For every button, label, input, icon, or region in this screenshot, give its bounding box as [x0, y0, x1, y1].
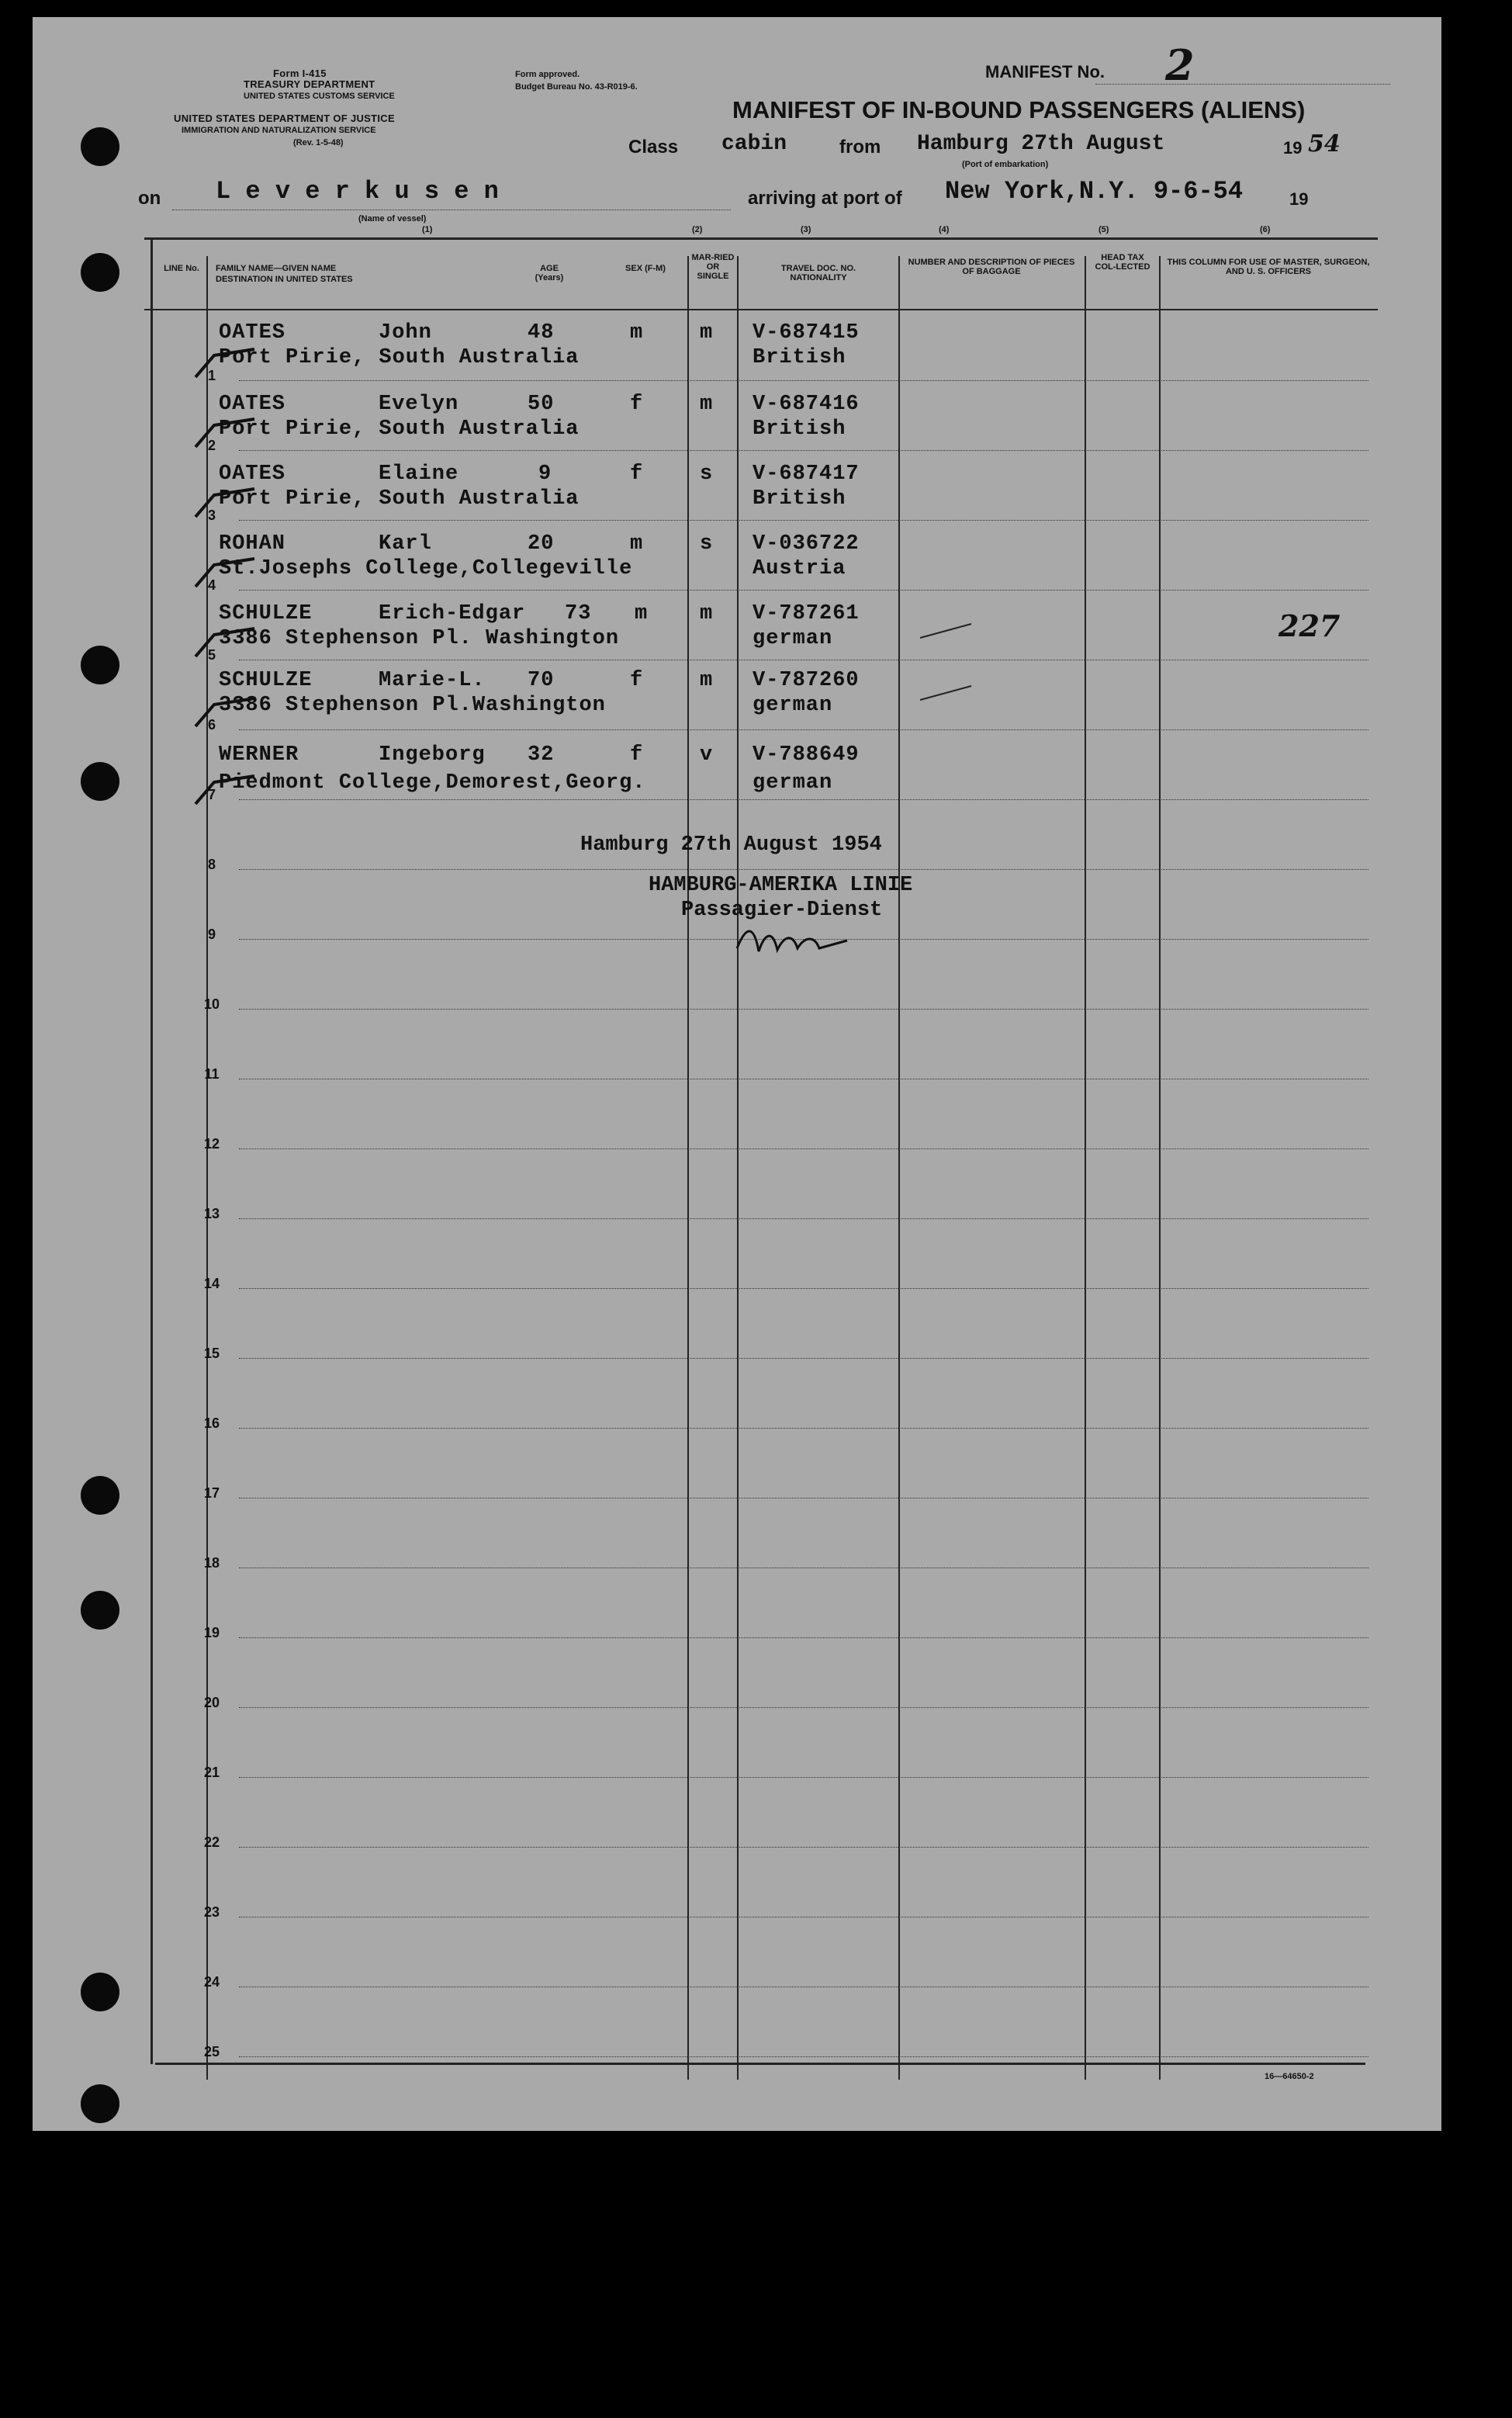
punch-hole	[81, 762, 119, 801]
punch-hole	[81, 253, 119, 292]
year-prefix: 19	[1283, 138, 1303, 158]
age: 32	[528, 743, 555, 767]
header-line-no: LINE No.	[164, 264, 199, 273]
nationality: german	[753, 771, 833, 795]
company-stamp: HAMBURG-AMERIKA LINIE	[649, 874, 913, 897]
class-value: cabin	[721, 132, 787, 156]
marital-status: v	[700, 743, 714, 767]
row-number: 17	[203, 1485, 220, 1501]
destination: Piedmont College,Demorest,Georg.	[219, 771, 646, 795]
col-divider-tax	[1085, 256, 1086, 2080]
sex: m	[630, 321, 644, 345]
row-number: 6	[207, 717, 216, 733]
age: 48	[528, 321, 555, 345]
check-mark	[195, 419, 254, 447]
row-number: 1	[207, 368, 216, 383]
row-number: 11	[204, 1066, 220, 1082]
row-number: 2	[207, 438, 216, 453]
sex: f	[630, 393, 644, 416]
marital-status: s	[700, 532, 714, 556]
row-number: 14	[203, 1276, 220, 1291]
row-number: 10	[203, 996, 220, 1012]
row-rule	[239, 1288, 1368, 1289]
given-name: Ingeborg	[379, 743, 486, 767]
row-rule	[239, 1218, 1368, 1219]
given-name: John	[379, 321, 432, 345]
family-name: ROHAN	[219, 532, 286, 556]
row-rule	[239, 729, 1368, 730]
col-divider-master	[1159, 256, 1161, 2080]
place-date-stamp: Hamburg 27th August 1954	[580, 833, 882, 857]
family-name: WERNER	[219, 743, 299, 767]
form-number: Form I-415	[273, 68, 327, 79]
family-name: OATES	[219, 393, 286, 416]
header-head-tax: HEAD TAX COL-LECTED	[1095, 253, 1150, 272]
travel-doc-no: V-788649	[753, 743, 860, 767]
nationality: British	[753, 346, 846, 369]
sex: m	[635, 602, 649, 625]
table-bottom-rule	[155, 2063, 1365, 2065]
header-sex: SEX (F-M)	[625, 264, 666, 273]
sex: f	[630, 743, 644, 767]
manifest-no-label: MANIFEST No.	[985, 62, 1105, 81]
punch-hole	[81, 127, 119, 166]
customs-service: UNITED STATES CUSTOMS SERVICE	[244, 92, 395, 101]
row-number: 15	[203, 1346, 220, 1361]
pencil-marks	[917, 615, 979, 708]
punch-hole	[81, 1476, 119, 1515]
row-rule	[239, 799, 1368, 800]
annotation-227: 227	[1278, 608, 1341, 643]
travel-doc-no: V-787260	[753, 669, 860, 692]
row-number: 4	[207, 577, 216, 593]
travel-doc-no: V-687416	[753, 393, 860, 416]
travel-doc-no: V-687417	[753, 462, 860, 486]
row-number: 9	[207, 927, 216, 942]
age: 9	[538, 462, 552, 486]
marital-status: m	[700, 669, 714, 692]
class-label: Class	[628, 137, 679, 158]
check-mark	[195, 559, 254, 587]
form-approved: Form approved.	[515, 70, 580, 79]
arriving-year: 19	[1289, 189, 1309, 209]
row-number: 18	[203, 1555, 220, 1571]
manifest-title: MANIFEST OF IN-BOUND PASSENGERS (ALIENS)	[732, 96, 1306, 123]
row-rule	[239, 1777, 1368, 1778]
row-number: 5	[207, 647, 216, 663]
on-label: on	[138, 188, 161, 209]
nationality: german	[753, 627, 833, 650]
row-rule	[239, 1428, 1368, 1429]
header-baggage: NUMBER AND DESCRIPTION OF PIECES OF BAGGAGE	[908, 258, 1075, 276]
budget-bureau: Budget Bureau No. 43-R019-6.	[515, 82, 638, 92]
row-number: 3	[207, 508, 216, 523]
col-3-marker: (3)	[801, 225, 811, 234]
nationality: British	[753, 417, 846, 441]
family-name: OATES	[219, 462, 286, 486]
row-rule	[239, 1847, 1368, 1848]
vessel-name: L e v e r k u s e n	[216, 177, 499, 206]
header-master-col: THIS COLUMN FOR USE OF MASTER, SURGEON, AND U. S. OFFICERS	[1167, 258, 1370, 276]
row-rule	[239, 450, 1368, 451]
arriving-value: New York,N.Y. 9-6-54	[945, 177, 1244, 206]
col-divider-doc	[737, 256, 739, 2080]
marital-status: m	[700, 393, 714, 416]
print-code: 16—64650-2	[1265, 2072, 1314, 2081]
col-divider-baggage	[898, 256, 900, 2080]
row-number: 16	[203, 1415, 220, 1431]
marital-status: m	[700, 602, 714, 625]
nationality: British	[753, 487, 846, 511]
sex: f	[630, 669, 644, 692]
nationality: german	[753, 694, 833, 717]
port-embark-caption: (Port of embarkation)	[962, 160, 1049, 169]
col-divider-married	[687, 256, 689, 2080]
header-age: AGE (Years)	[535, 264, 564, 282]
age: 20	[528, 532, 555, 556]
family-name: SCHULZE	[219, 602, 313, 625]
row-number: 20	[203, 1695, 220, 1710]
row-number: 24	[203, 1974, 220, 1990]
given-name: Karl	[379, 532, 432, 556]
destination: Port Pirie, South Australia	[219, 346, 580, 369]
punch-hole	[81, 2084, 119, 2123]
manifest-no-rule	[1095, 84, 1390, 85]
check-mark	[195, 698, 254, 726]
row-number: 23	[203, 1904, 220, 1920]
age: 70	[528, 669, 555, 692]
header-married: MAR-RIED OR SINGLE	[691, 253, 735, 281]
punch-hole	[81, 1973, 119, 2011]
destination: Port Pirie, South Australia	[219, 487, 580, 511]
header-travel-doc: TRAVEL DOC. NO. NATIONALITY	[780, 264, 856, 282]
row-rule	[239, 1148, 1368, 1149]
age: 50	[528, 393, 555, 416]
row-rule	[239, 1707, 1368, 1708]
check-marks	[180, 327, 273, 824]
row-number: 8	[207, 857, 216, 872]
rev-date: (Rev. 1-5-48)	[293, 138, 344, 147]
table-top-rule	[144, 237, 1378, 240]
signature	[731, 917, 855, 964]
travel-doc-no: V-787261	[753, 602, 860, 625]
family-name: SCHULZE	[219, 669, 313, 692]
col-6-marker: (6)	[1260, 225, 1271, 234]
sex: m	[630, 532, 644, 556]
row-rule	[239, 1009, 1368, 1010]
row-number: 21	[203, 1765, 220, 1780]
destination: 3386 Stephenson Pl. Washington	[219, 627, 620, 650]
arriving-label: arriving at port of	[748, 188, 902, 209]
col-2-marker: (2)	[692, 225, 703, 234]
header-destination: DESTINATION IN UNITED STATES	[216, 275, 353, 284]
row-rule	[239, 1358, 1368, 1359]
travel-doc-no: V-036722	[753, 532, 860, 556]
check-mark	[195, 776, 254, 804]
row-rule	[239, 869, 1368, 870]
row-rule	[239, 380, 1368, 381]
row-rule	[239, 2056, 1368, 2057]
manifest-no-value: 2	[1165, 40, 1195, 90]
travel-doc-no: V-687415	[753, 321, 860, 345]
row-number: 25	[203, 2044, 220, 2059]
manifest-sheet	[33, 17, 1441, 2131]
row-number: 19	[203, 1625, 220, 1640]
header-name: FAMILY NAME—GIVEN NAME	[216, 264, 337, 273]
check-mark	[195, 489, 254, 517]
row-number: 12	[203, 1136, 220, 1152]
check-mark	[195, 349, 254, 377]
destination: St.Josephs College,Collegeville	[219, 557, 633, 580]
punch-hole	[81, 1591, 119, 1630]
destination: Port Pirie, South Australia	[219, 417, 580, 441]
department-stamp: Passagier-Dienst	[681, 899, 883, 922]
treasury-dept: TREASURY DEPARTMENT	[244, 78, 375, 90]
given-name: Evelyn	[379, 393, 459, 416]
row-rule	[239, 1637, 1368, 1638]
ins-label: IMMIGRATION AND NATURALIZATION SERVICE	[182, 126, 376, 135]
row-rule	[239, 520, 1368, 521]
year-value: 54	[1308, 130, 1341, 158]
destination: 3386 Stephenson Pl.Washington	[219, 694, 606, 717]
given-name: Marie-L.	[379, 669, 486, 692]
from-label: from	[839, 137, 881, 158]
row-number: 22	[203, 1834, 220, 1850]
marital-status: m	[700, 321, 714, 345]
justice-dept: UNITED STATES DEPARTMENT OF JUSTICE	[174, 113, 395, 124]
age: 73	[565, 602, 592, 625]
given-name: Elaine	[379, 462, 459, 486]
header-bottom-rule	[144, 309, 1378, 310]
col-4-marker: (4)	[939, 225, 950, 234]
check-mark	[195, 629, 254, 656]
row-number: 13	[203, 1206, 220, 1221]
row-number: 7	[207, 787, 216, 802]
given-name: Erich-Edgar	[379, 602, 526, 625]
nationality: Austria	[753, 557, 846, 580]
sex: f	[630, 462, 644, 486]
punch-hole	[81, 646, 119, 684]
row-rule	[239, 590, 1368, 591]
col-5-marker: (5)	[1099, 225, 1109, 234]
col-1-marker: (1)	[422, 225, 433, 234]
marital-status: s	[700, 462, 714, 486]
family-name: OATES	[219, 321, 286, 345]
table-left-rule	[151, 237, 153, 2064]
from-value: Hamburg 27th August	[917, 132, 1165, 156]
vessel-caption: (Name of vessel)	[358, 214, 427, 223]
